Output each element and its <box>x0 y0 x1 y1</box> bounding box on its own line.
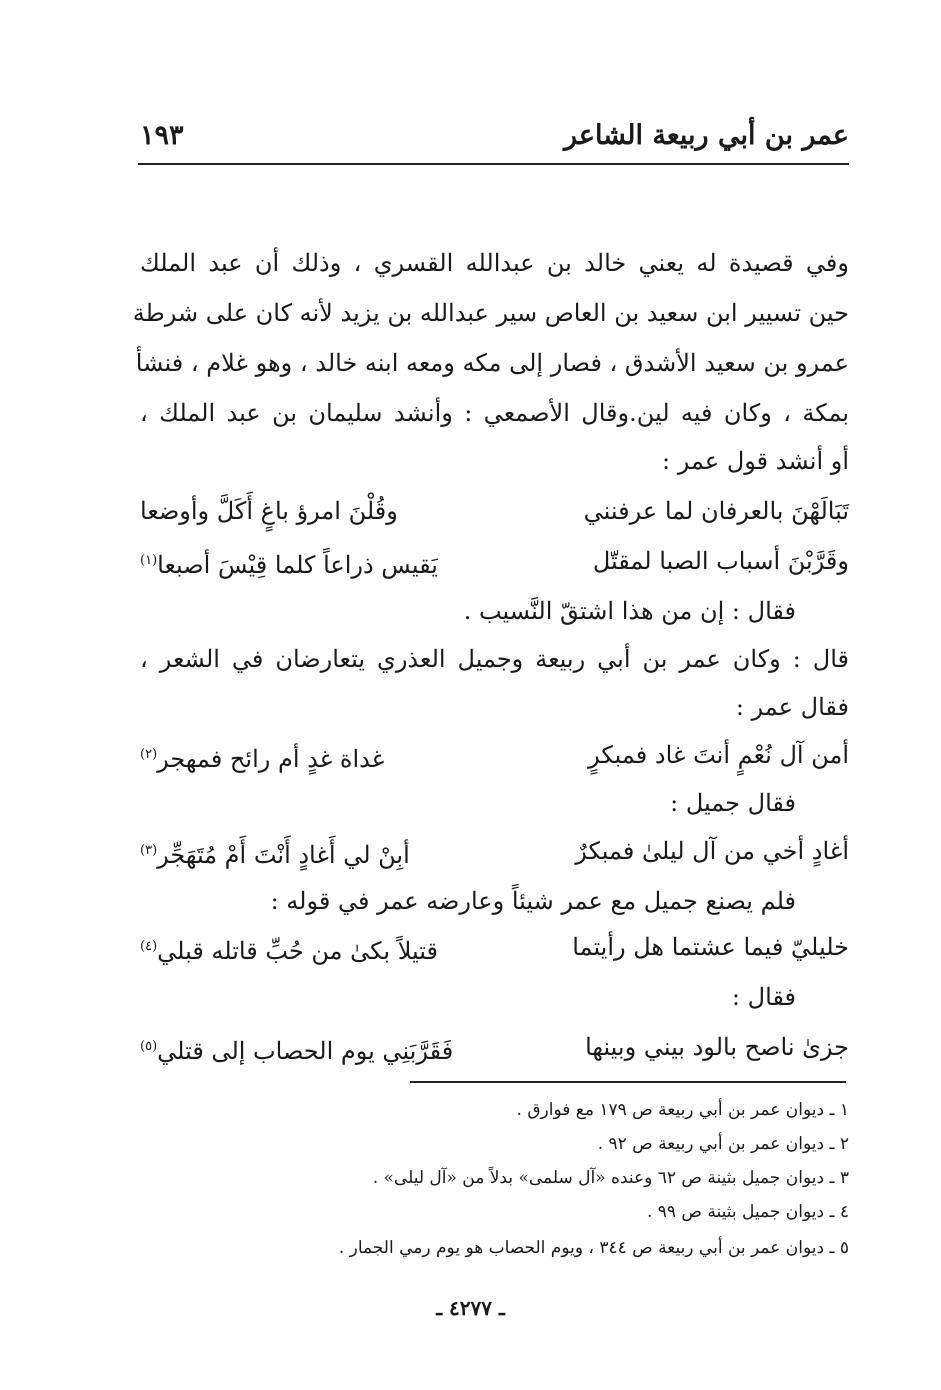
footnote: ٣ ـ ديوان جميل بثينة ص ٦٢ وعنده «آل سلمى» بدلاً من «آل ليلى» . <box>372 1168 849 1188</box>
text-line: فقال عمر : <box>735 693 849 721</box>
page-number: ١٩٣ <box>140 120 184 151</box>
footnote-ref: (١) <box>140 553 158 568</box>
verse-first-hemistich: وقَرَّبْنَ أسباب الصبا لمقتّل <box>592 547 849 575</box>
footnote-rule <box>410 1081 846 1083</box>
text-line: فلم يصنع جميل مع عمر شيئاً وعارضه عمر في قوله : <box>270 887 796 915</box>
verse-line <box>140 494 849 528</box>
verse-line <box>140 930 849 964</box>
verse-first-hemistich: أمن آل نُعْمٍ أنتَ غاد فمبكرٍ <box>588 741 849 769</box>
text-line: فقال : <box>731 983 796 1011</box>
text-line: عمرو بن سعيد الأشدق ، فصار إلى مكه ومعه ابنه خالد ، وهو غلام ، فنشأ <box>135 349 849 377</box>
text-line: فقال : إن من هذا اشتقّ النَّسيب . <box>463 597 796 625</box>
verse-second-hemistich: أبِنْ لي أَغادٍ أَنْتَ أَمْ مُتَهَجِّر$^{(٣)}$ <box>140 841 410 869</box>
verse-line <box>140 834 849 868</box>
verse-second-hemistich: غداة غدٍ أم رائح فمهجر$^{(٢)}$ <box>140 745 385 773</box>
text-line: بمكة ، وكان فيه لين.وقال الأصمعي : وأنشد سليمان بن عبد الملك ، <box>140 399 849 427</box>
page-header <box>140 120 849 160</box>
text-line: حين تسيير ابن سعيد بن العاص سير عبدالله بن يزيد لأنه كان على شرطة <box>132 299 849 327</box>
footnote: ٢ ـ ديوان عمر بن أبي ربيعة ص ٩٢ . <box>597 1134 849 1154</box>
text-line: فقال جميل : <box>670 789 796 817</box>
verse-line <box>140 544 849 578</box>
text-line: أو أنشد قول عمر : <box>662 447 849 475</box>
verse-second-hemistich: وقُلْنَ امرؤ باغٍ أَكَلَّ وأوضعا <box>140 497 398 525</box>
verse-first-hemistich: خليليّ فيما عشتما هل رأيتما <box>572 933 849 961</box>
verse-line <box>140 738 849 772</box>
verse-second-hemistich: يَقيس ذراعاً كلما قِيْسَ أصبعا$^{(١)}$ <box>140 551 438 579</box>
text-line: وفي قصيدة له يعني خالد بن عبدالله القسري ، وذلك أن عبد الملك <box>140 249 849 277</box>
verse-first-hemistich: تَبَالَهْنَ بالعرفان لما عرفنني <box>583 497 849 525</box>
text-line: قال : وكان عمر بن أبي ربيعة وجميل العذري يتعارضان في الشعر ، <box>140 645 849 673</box>
verse-first-hemistich: جزىٰ ناصح بالود بيني وبينها <box>585 1033 849 1061</box>
footnote: ١ ـ ديوان عمر بن أبي ربيعة ص ١٧٩ مع فوارق . <box>516 1100 849 1120</box>
folio-number: ـ ٤٢٧٧ ـ <box>436 1296 505 1320</box>
verse-line <box>140 1030 849 1064</box>
header-rule <box>138 163 849 165</box>
verse-second-hemistich: قتيلاً بكىٰ من حُبِّ قاتله قبلي$^{(٤)}$ <box>140 937 438 965</box>
footnote-ref: (٣) <box>140 843 158 858</box>
running-title: عمر بن أبي ربيعة الشاعر <box>563 120 849 151</box>
verse-second-hemistich: فَقَرَّبَنِي يوم الحصاب إلى قتلي$^{(٥)}$ <box>140 1037 454 1065</box>
footnote: ٥ ـ ديوان عمر بن أبي ربيعة ص ٣٤٤ ، ويوم الحصاب هو يوم رمي الجمار . <box>338 1238 849 1258</box>
footnote-ref: (٥) <box>140 1039 158 1054</box>
footnote-ref: (٢) <box>140 747 158 762</box>
verse-first-hemistich: أغادٍ أخي من آل ليلىٰ فمبكرٌ <box>575 837 849 865</box>
footnote-ref: (٤) <box>140 939 158 954</box>
footnote: ٤ ـ ديوان جميل بثينة ص ٩٩ . <box>646 1202 849 1222</box>
